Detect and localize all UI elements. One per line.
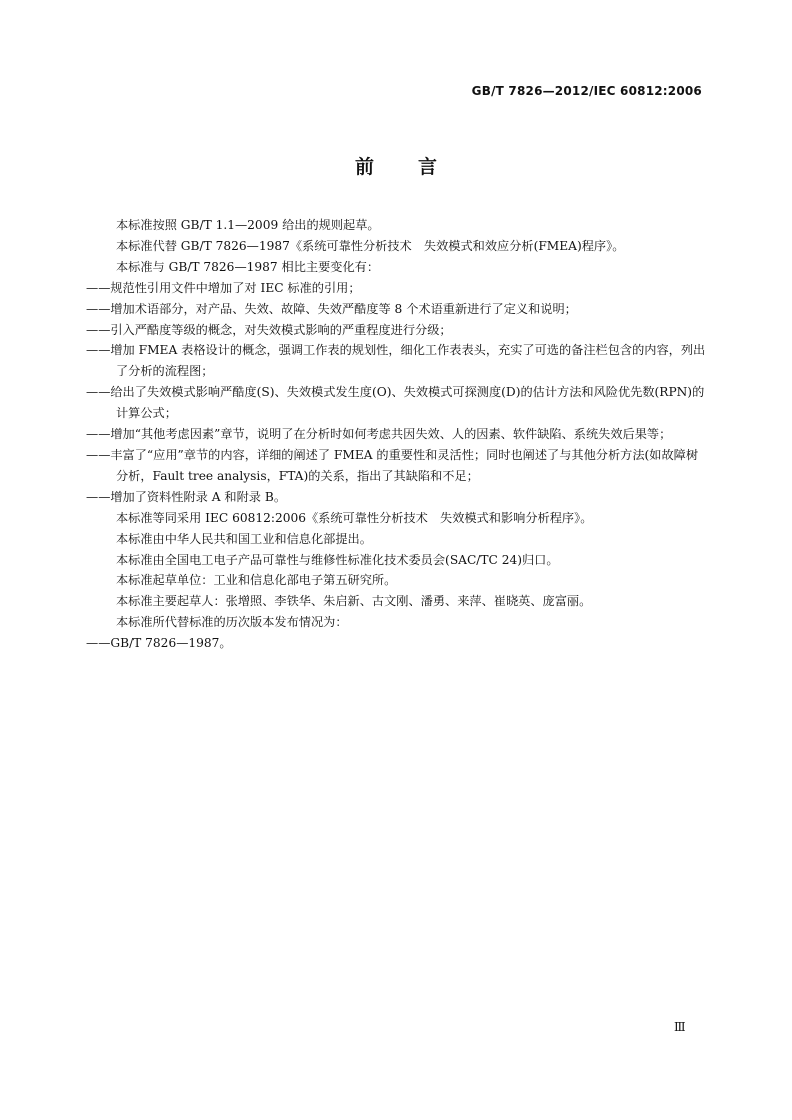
- change-list-item: ——增加“其他考虑因素”章节，说明了在分析时如何考虑共因失效、人的因素、软件缺陷、系统失效后果等；: [86, 427, 672, 442]
- paragraph: 本标准由全国电工电子产品可靠性与维修性标准化技术委员会(SAC/TC 24)归口。: [116, 552, 559, 567]
- paragraph: 本标准主要起草人：张增照、李铁华、朱启新、古文刚、潘勇、来萍、崔晓英、庞富丽。: [116, 594, 592, 609]
- paragraph: 本标准代替 GB/T 7826—1987《系统可靠性分析技术 失效模式和效应分析(FMEA)程序》。: [116, 238, 625, 253]
- page-number: Ⅲ: [674, 1020, 686, 1034]
- change-list-item: ——引入严酷度等级的概念，对失效模式影响的严重程度进行分级；: [86, 322, 452, 337]
- page-title: 前言: [354, 156, 481, 178]
- change-list-item: ——增加了资料性附录 A 和附录 B。: [86, 489, 287, 504]
- paragraph: 本标准由中华人民共和国工业和信息化部提出。: [116, 531, 372, 546]
- change-list-item: ——给出了失效模式影响严酷度(S)、失效模式发生度(O)、失效模式可探测度(D)的估计方法和风险优先数(RPN)的计算公式；: [86, 385, 705, 421]
- paragraph: 本标准按照 GB/T 1.1—2009 给出的规则起草。: [116, 218, 380, 232]
- paragraph: 本标准与 GB/T 7826—1987 相比主要变化有：: [116, 259, 380, 274]
- version-history-item: ——GB/T 7826—1987。: [86, 636, 232, 651]
- change-list-item: ——规范性引用文件中增加了对 IEC 标准的引用；: [86, 280, 361, 295]
- document-code: GB/T 7826—2012/IEC 60812:2006: [471, 84, 702, 98]
- foreword-body: [86, 215, 708, 654]
- paragraph: 本标准所代替标准的历次版本发布情况为：: [116, 615, 348, 630]
- change-list-item: ——丰富了“应用”章节的内容，详细的阐述了 FMEA 的重要性和灵活性；同时也阐述了与其他分析方法(如故障树分析，Fault tree analysis，FTA)的关系，指出了其缺陷和不足；: [86, 447, 699, 483]
- paragraph: 本标准等同采用 IEC 60812:2006《系统可靠性分析技术 失效模式和影响分析程序》。: [116, 510, 593, 525]
- change-list-item: ——增加 FMEA 表格设计的概念，强调工作表的规划性，细化工作表表头，充实了可选的备注栏包含的内容，列出了分析的流程图；: [86, 343, 706, 379]
- change-list-item: ——增加术语部分，对产品、失效、故障、失效严酷度等 8 个术语重新进行了定义和说明；: [86, 301, 577, 316]
- paragraph: 本标准起草单位：工业和信息化部电子第五研究所。: [116, 573, 397, 588]
